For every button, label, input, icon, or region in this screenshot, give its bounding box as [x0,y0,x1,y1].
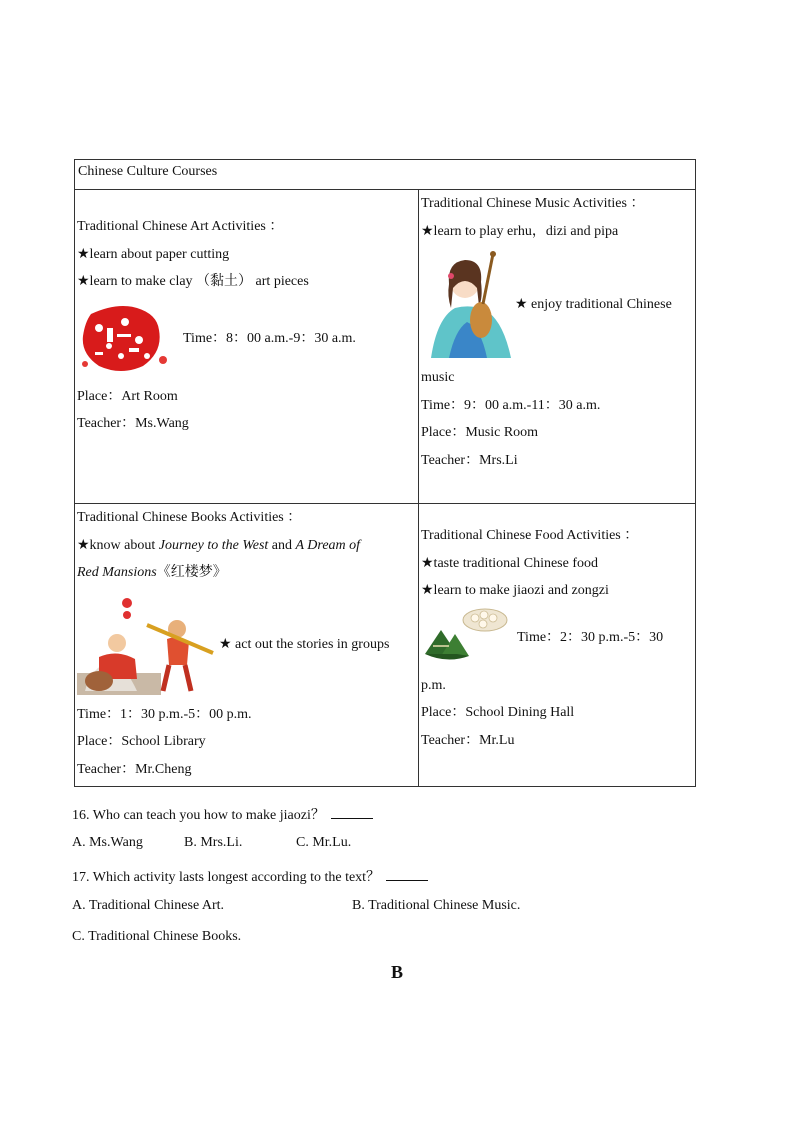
art-time: Time：8：00 a.m.-9：30 a.m. [183,330,356,346]
option-16-a[interactable]: A. Ms.Wang [72,835,143,850]
question-17-options-row2 [72,929,241,945]
music-teacher: Teacher：Mrs.Li [421,452,518,468]
art-teacher: Teacher：Ms.Wang [77,416,189,432]
books-item-know-cont: Red Mansions《红楼梦》 [77,565,227,581]
answer-blank-16[interactable] [331,806,373,819]
books-item-act: ★ act out the stories in groups [219,637,390,653]
art-place: Place：Art Room [77,388,178,404]
food-heading: Traditional Chinese Food Activities ： [421,528,639,543]
question-16-text: 16. Who can teach you how to make jiaozi？ [72,808,325,823]
food-teacher: Teacher：Mr.Lu [421,732,515,748]
art-item-paper-cutting: ★learn about paper cutting [77,246,230,262]
section-heading-b: B [390,962,403,982]
book-title-dream: A Dream of [295,537,361,553]
music-heading: Traditional Chinese Music Activities ： [421,196,645,211]
option-17-b[interactable]: B. Traditional Chinese Music. [352,898,521,913]
music-time: Time：9：00 a.m.-11：30 a.m. [421,397,601,413]
question-16 [72,804,373,824]
paper-cutting-fu-image [77,300,169,374]
art-heading: Traditional Chinese Art Activities ： [77,219,284,234]
question-17 [72,866,428,886]
journey-west-characters-image [77,595,215,695]
answer-blank-17[interactable] [386,868,428,881]
option-17-a[interactable]: A. Traditional Chinese Art. [72,898,225,913]
books-heading: Traditional Chinese Books Activities ： [77,510,302,525]
food-place: Place：School Dining Hall [421,705,575,721]
zongzi-jiaozi-image [421,606,509,666]
books-time: Time：1：30 p.m.-5：00 p.m. [77,706,252,722]
art-item-clay: ★learn to make clay （黏土） art pieces [77,274,309,290]
question-17-options-row1 [72,898,520,914]
option-17-c[interactable]: C. Traditional Chinese Books. [72,929,242,944]
books-teacher: Teacher：Mr.Cheng [77,761,192,777]
question-16-options [72,835,351,851]
books-item-know: ★know about Journey to the West and A Dream of [77,537,361,553]
food-item-taste: ★taste traditional Chinese food [421,555,599,571]
music-item-instruments: ★learn to play erhu，dizi and pipa [421,223,619,239]
table-title: Chinese Culture Courses [75,160,696,190]
question-17-text: 17. Which activity lasts longest according to the text？ [72,870,381,885]
food-time-cont: p.m. [421,677,446,693]
option-16-b[interactable]: B. Mrs.Li. [184,835,243,850]
books-activities-cell [75,504,419,787]
food-time: Time：2：30 p.m.-5：30 [517,629,664,645]
music-activities-cell [419,190,696,504]
books-place: Place：School Library [77,734,206,750]
music-item-enjoy: ★ enjoy traditional Chinese [515,296,672,312]
music-item-enjoy-cont: music [421,370,455,386]
art-activities-cell [75,190,419,504]
pipa-player-image [421,248,513,360]
food-item-make: ★learn to make jiaozi and zongzi [421,583,609,599]
food-activities-cell [419,504,696,787]
music-place: Place：Music Room [421,425,539,441]
courses-table [74,159,696,787]
book-title-journey: Journey to the West [158,537,269,553]
option-16-c[interactable]: C. Mr.Lu. [296,835,352,850]
